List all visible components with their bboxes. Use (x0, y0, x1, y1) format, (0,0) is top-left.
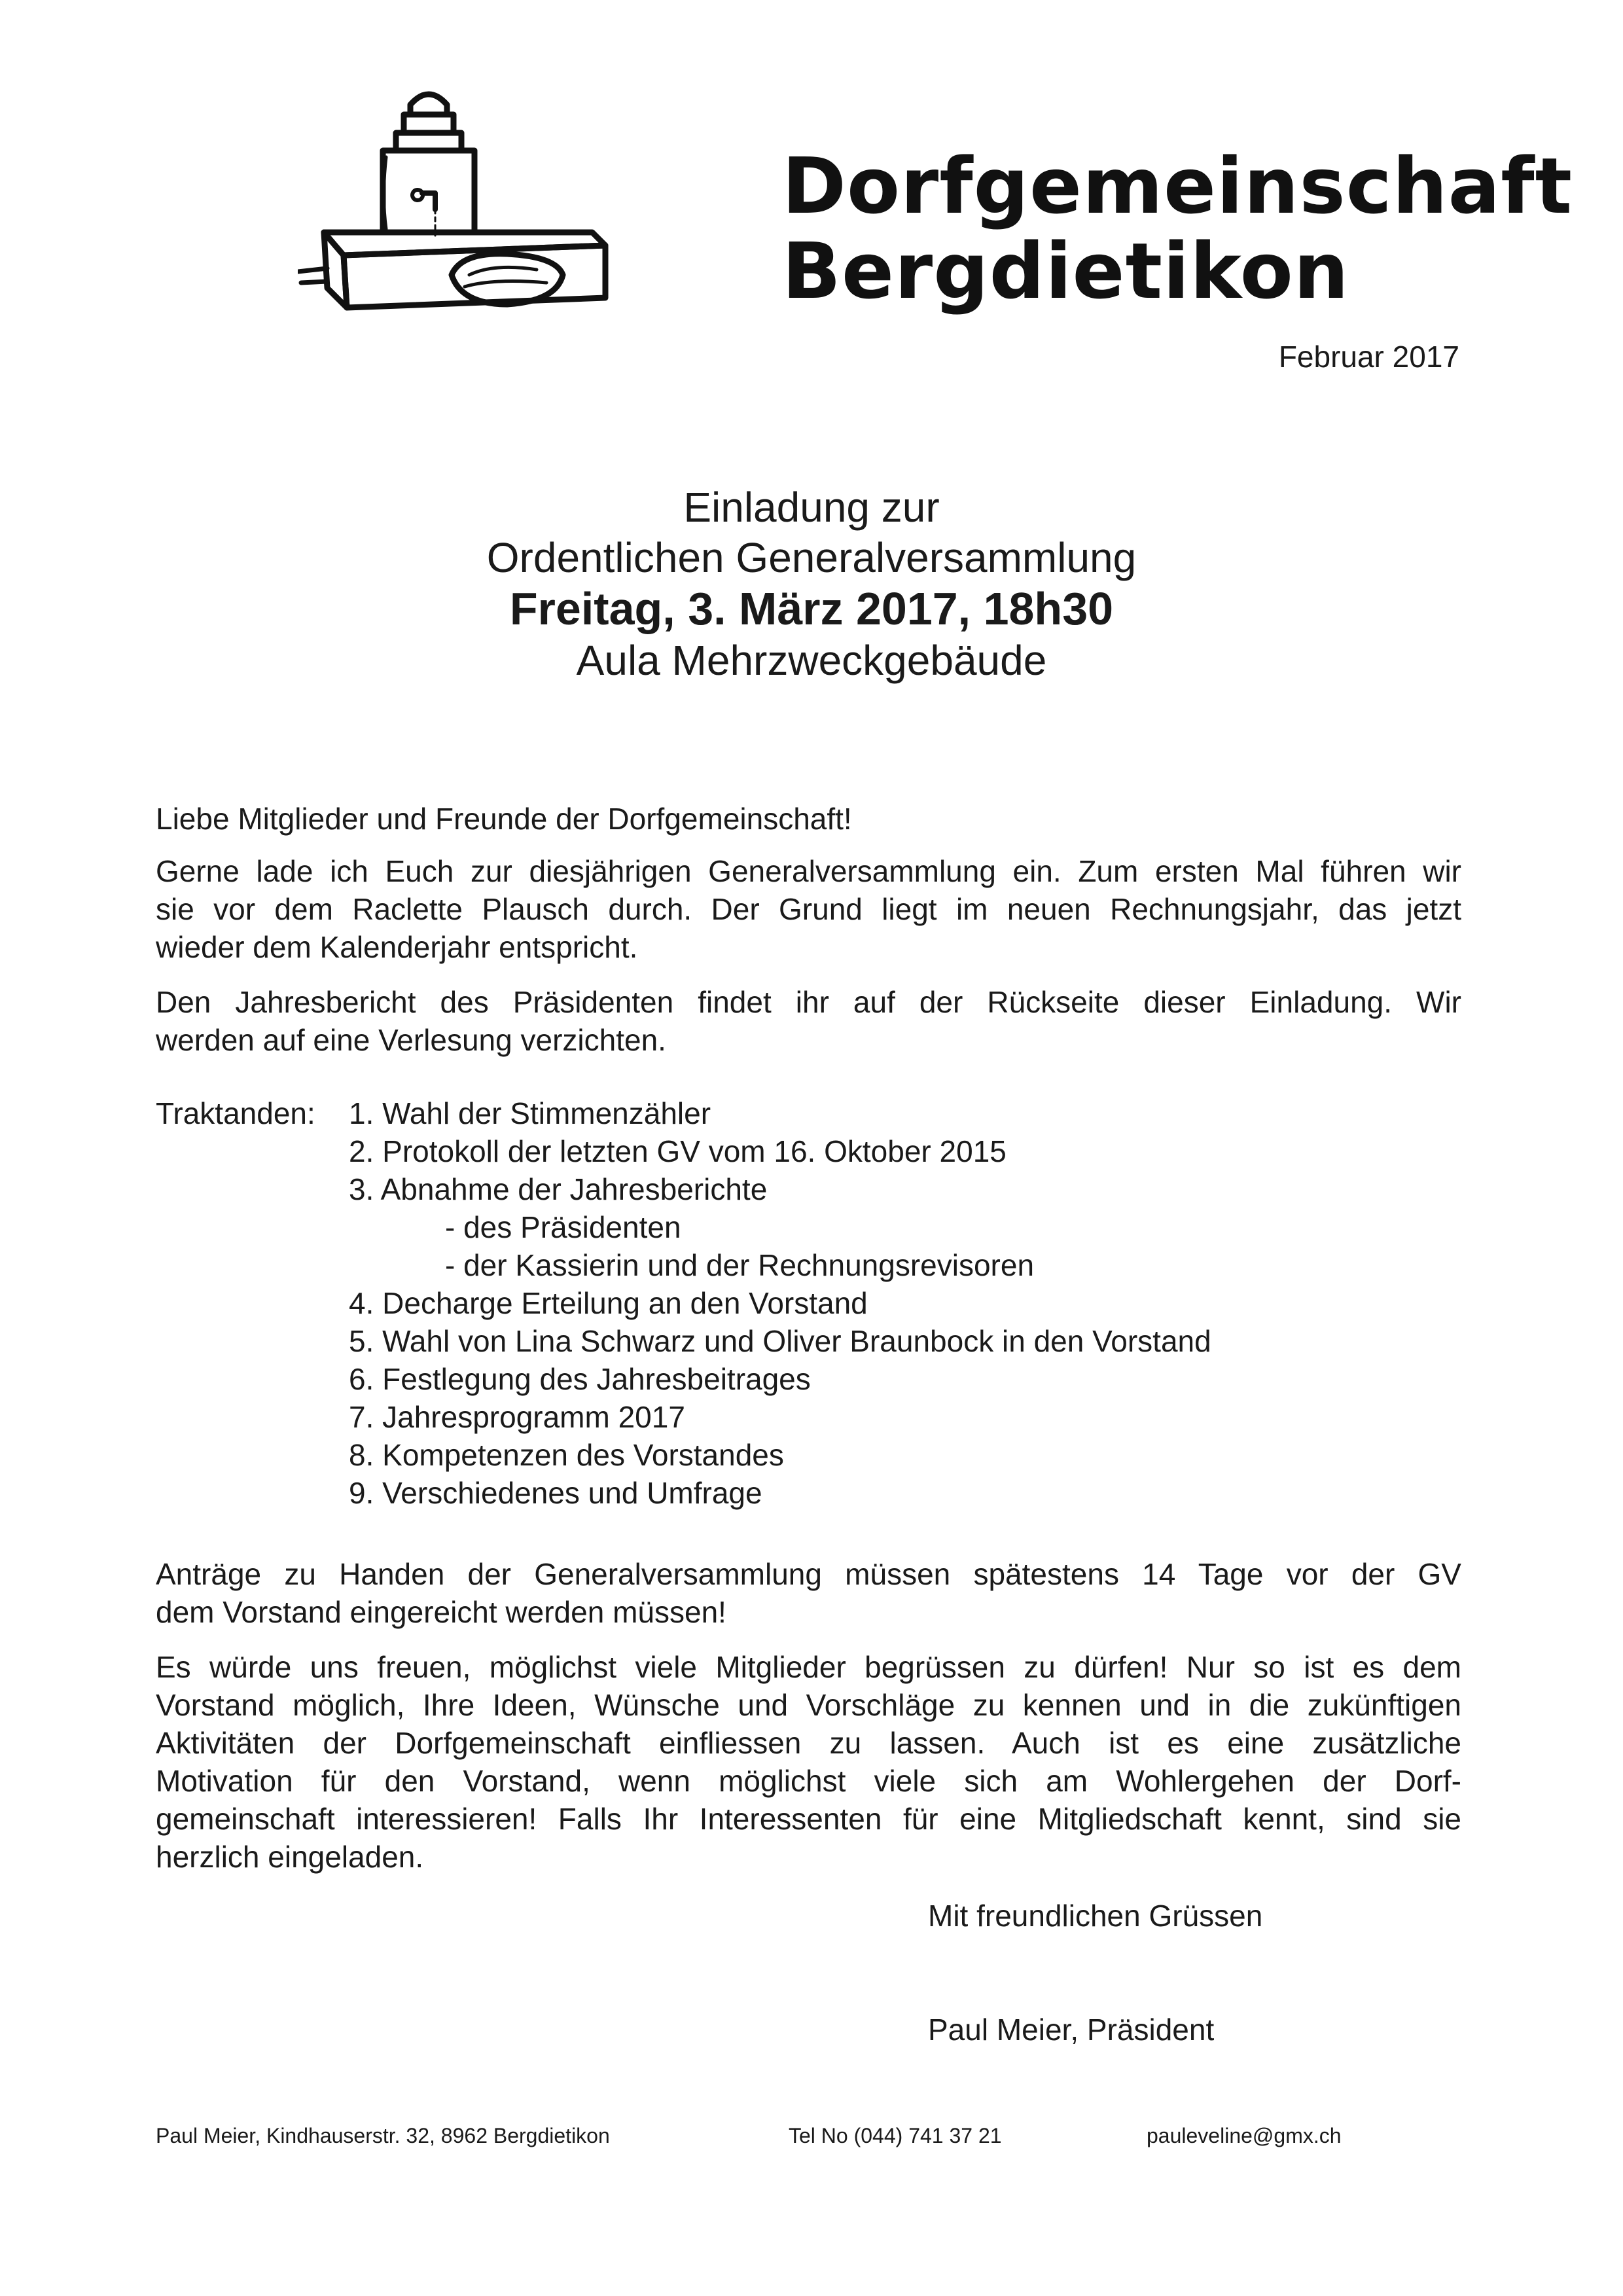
agenda-subitem: - der Kassierin und der Rechnungsrevisoren (445, 1248, 1035, 1282)
paragraph-line: Vorstand möglich, Ihre Ideen, Wünsche und Vorschläge zu kennen und in die zukünftigen (156, 1688, 1461, 1722)
paragraph-3 (156, 1555, 1461, 1631)
agenda-item: 5. Wahl von Lina Schwarz und Oliver Braunbock in den Vorstand (349, 1324, 1211, 1358)
paragraph-line: Gerne lade ich Euch zur diesjährigen Generalversammlung ein. Zum ersten Mal führen wir (156, 854, 1461, 888)
logo-line-1: Dorfgemeinschaft (782, 141, 1573, 231)
title-line-2: Ordentlichen Generalversammlung (486, 534, 1137, 581)
paragraph-line: Es würde uns freuen, möglichst viele Mitglieder begrüssen zu dürfen! Nur so ist es dem (156, 1650, 1461, 1684)
greeting (156, 800, 1461, 838)
greeting-text: Liebe Mitglieder und Freunde der Dorfgemeinschaft! (156, 802, 852, 836)
agenda-item: 4. Decharge Erteilung an den Vorstand (349, 1286, 868, 1320)
agenda-item: 9. Verschiedenes und Umfrage (349, 1476, 762, 1510)
paragraph-line: dem Vorstand eingereicht werden müssen! (156, 1595, 726, 1629)
signature: Paul Meier, Präsident (928, 2013, 1215, 2047)
paragraph-2 (156, 983, 1461, 1059)
agenda-item: 3. Abnahme der Jahresberichte (349, 1172, 768, 1206)
agenda-item: 8. Kompetenzen des Vorstandes (349, 1438, 784, 1472)
event-location: Aula Mehrzweckgebäude (576, 637, 1047, 684)
paragraph-line: herzlich eingeladen. (156, 1840, 424, 1874)
paragraph-1 (156, 852, 1461, 966)
paragraph-line: werden auf eine Verlesung verzichten. (156, 1023, 666, 1057)
logo-line-2: Bergdietikon (782, 226, 1349, 316)
closing: Mit freundlichen Grüssen (928, 1899, 1263, 1933)
agenda-subitem: - des Präsidenten (445, 1210, 681, 1244)
agenda-item: 7. Jahresprogramm 2017 (349, 1400, 685, 1434)
agenda-label: Traktanden: (156, 1096, 315, 1130)
paragraph-line: Anträge zu Handen der Generalversammlung müssen spätestens 14 Tage vor der GV (156, 1557, 1461, 1591)
paragraph-line: sie vor dem Raclette Plausch durch. Der Grund liegt im neuen Rechnungsjahr, das jetzt (156, 892, 1461, 926)
paragraph-line: wieder dem Kalenderjahr entspricht. (156, 930, 638, 964)
footer-address: Paul Meier, Kindhauserstr. 32, 8962 Bergdietikon (156, 2124, 610, 2147)
letter-date: Februar 2017 (1278, 340, 1459, 374)
footer-phone: Tel No (044) 741 37 21 (789, 2124, 1002, 2147)
paragraph-4 (156, 1648, 1461, 1876)
agenda-item: 2. Protokoll der letzten GV vom 16. Oktober 2015 (349, 1134, 1007, 1168)
title-line-1: Einladung zur (683, 484, 940, 531)
agenda-item: 1. Wahl der Stimmenzähler (349, 1096, 711, 1130)
village-fountain-icon (298, 79, 782, 327)
paragraph-line: gemeinschaft interessieren! Falls Ihr Interessenten für eine Mitgliedschaft kennt, sind sie (156, 1802, 1461, 1836)
agenda-item: 6. Festlegung des Jahresbeitrages (349, 1362, 811, 1396)
logo (298, 79, 1573, 327)
footer-email[interactable]: pauleveline@gmx.ch (1147, 2124, 1342, 2147)
event-date-time: Freitag, 3. März 2017, 18h30 (509, 583, 1114, 634)
paragraph-line: Motivation für den Vorstand, wenn möglichst viele sich am Wohlergehen der Dorf- (156, 1764, 1461, 1798)
paragraph-line: Den Jahresbericht des Präsidenten findet ihr auf der Rückseite dieser Einladung. Wir (156, 985, 1461, 1019)
paragraph-line: Aktivitäten der Dorfgemeinschaft einfliessen zu lassen. Auch ist es eine zusätzliche (156, 1726, 1461, 1760)
